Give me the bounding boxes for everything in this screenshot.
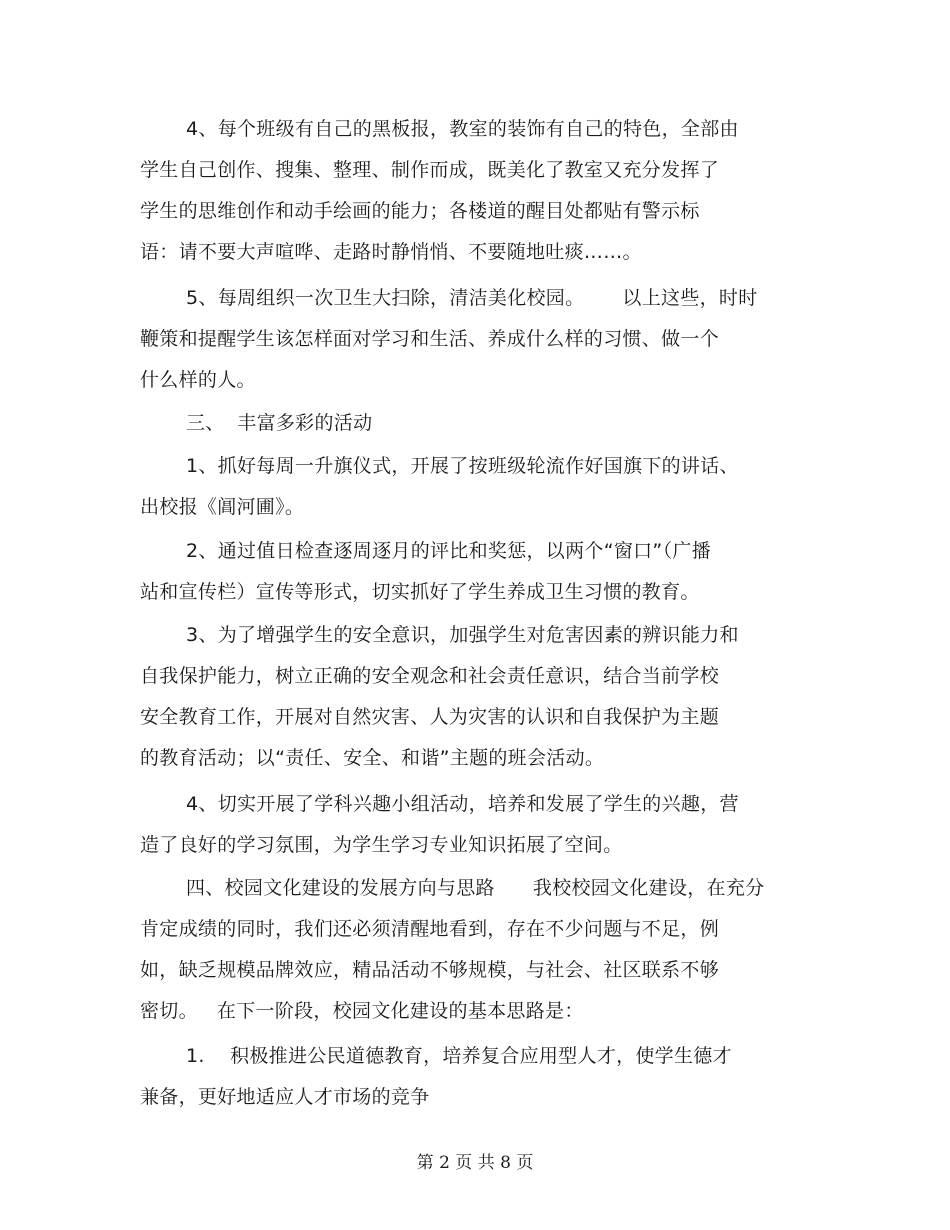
paragraph-line: 4、切实开展了学科兴趣小组活动，培养和发展了学生的兴趣，营 — [186, 793, 739, 815]
page-number-footer: 第 2 页 共 8 页 — [416, 1153, 534, 1173]
paragraph-line: 出校报《阊河圃》。 — [140, 496, 305, 518]
paragraph-line: 自我保护能力，树立正确的安全观念和社会责任意识，结合当前学校 — [140, 665, 720, 687]
section-heading: 四、校园文化建设的发展方向与思路 我校校园文化建设，在充分 — [186, 877, 765, 899]
paragraph-line: 2、通过值日检查逐周逐月的评比和奖惩，以两个“窗口”（广播 — [186, 540, 711, 562]
paragraph-line: 3、为了增强学生的安全意识，加强学生对危害因素的辨识能力和 — [186, 624, 739, 646]
paragraph-line: 如，缺乏规模品牌效应，精品活动不够规模，与社会、社区联系不够 — [140, 959, 720, 981]
paragraph-line: 安全教育工作，开展对自然灾害、人为灾害的认识和自我保护为主题 — [140, 706, 720, 728]
paragraph-line: 1. 积极推进公民道德教育，培养复合应用型人才，使学生德才 — [186, 1045, 732, 1067]
paragraph-line: 4、每个班级有自己的黑板报，教室的装饰有自己的特色，全部由 — [186, 118, 739, 140]
paragraph-line: 语：请不要大声喧哗、走路时静悄悄、不要随地吐痰……。 — [140, 241, 642, 263]
paragraph-line: 兼备，更好地适应人才市场的竞争 — [140, 1086, 430, 1108]
paragraph-line: 学生的思维创作和动手绘画的能力；各楼道的醒目处都贴有警示标 — [140, 200, 700, 222]
paragraph-line: 1、抓好每周一升旗仪式，开展了按班级轮流作好国旗下的讲话、 — [186, 455, 739, 477]
paragraph-line: 什么样的人。 — [140, 369, 256, 391]
paragraph-line: 5、每周组织一次卫生大扫除，清洁美化校园。 以上这些，时时 — [186, 287, 758, 309]
paragraph-line: 肯定成绩的同时，我们还必须清醒地看到，存在不少问题与不足，例 — [140, 918, 720, 940]
section-heading: 三、 丰富多彩的活动 — [186, 412, 373, 434]
paragraph-line: 密切。 在下一阶段，校园文化建设的基本思路是： — [140, 1000, 584, 1022]
paragraph-line: 的教育活动；以“责任、安全、和谐”主题的班会活动。 — [140, 747, 605, 769]
paragraph-line: 学生自己创作、搜集、整理、制作而成，既美化了教室又充分发挥了 — [140, 159, 720, 181]
paragraph-line: 站和宣传栏）宣传等形式，切实抓好了学生养成卫生习惯的教育。 — [140, 581, 700, 603]
paragraph-line: 造了良好的学习氛围，为学生学习专业知识拓展了空间。 — [140, 834, 623, 856]
paragraph-line: 鞭策和提醒学生该怎样面对学习和生活、养成什么样的习惯、做一个 — [140, 328, 720, 350]
